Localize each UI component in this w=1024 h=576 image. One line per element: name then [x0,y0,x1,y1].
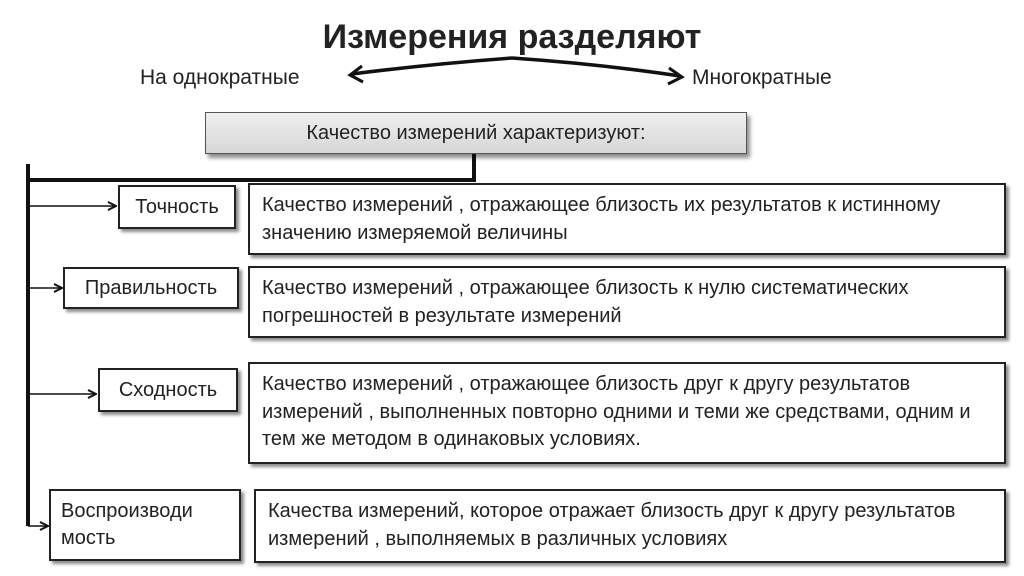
split-arrow [352,58,512,74]
split-arrow-right [512,58,680,76]
quality-header-text: Качество измерений характеризуют: [306,121,646,144]
definition-box-convergence [248,362,1006,464]
term-box-convergence [98,368,238,412]
term-label: Правильность [84,276,218,299]
term-label: Сходность [118,378,218,401]
quality-header-box [205,112,747,154]
definition-text: Качество измерений , отражающее близость к нулю систематических погрешностей в результате измерений [262,277,909,327]
definition-text: Качество измерений , отражающее близость их результатов к истинному значению измеряемой величины [262,194,941,244]
term-box-accuracy [118,185,236,229]
term-label: Воспроизводи мость [61,500,193,549]
term-box-reproducibility [49,489,241,561]
multiple-measurement-label: Многократные [692,66,832,89]
definition-box-correctness [248,266,1006,338]
definition-box-accuracy [248,183,1006,255]
page-title: Измерения разделяют [322,18,702,56]
term-box-correctness [63,267,239,309]
single-measurement-label: На однократные [140,66,300,89]
definition-box-reproducibility [254,489,1006,563]
definition-text: Качества измерений, которое отражает близость друг к другу результатов измерений , выполняемых в различных условиях [268,500,956,550]
definition-text: Качество измерений , отражающее близость друг к другу результатов измерений , выполненных повторно одними и теми же средствами, одним и тем же методом в одинаковых условиях. [262,373,971,451]
term-label: Точность [135,195,219,218]
